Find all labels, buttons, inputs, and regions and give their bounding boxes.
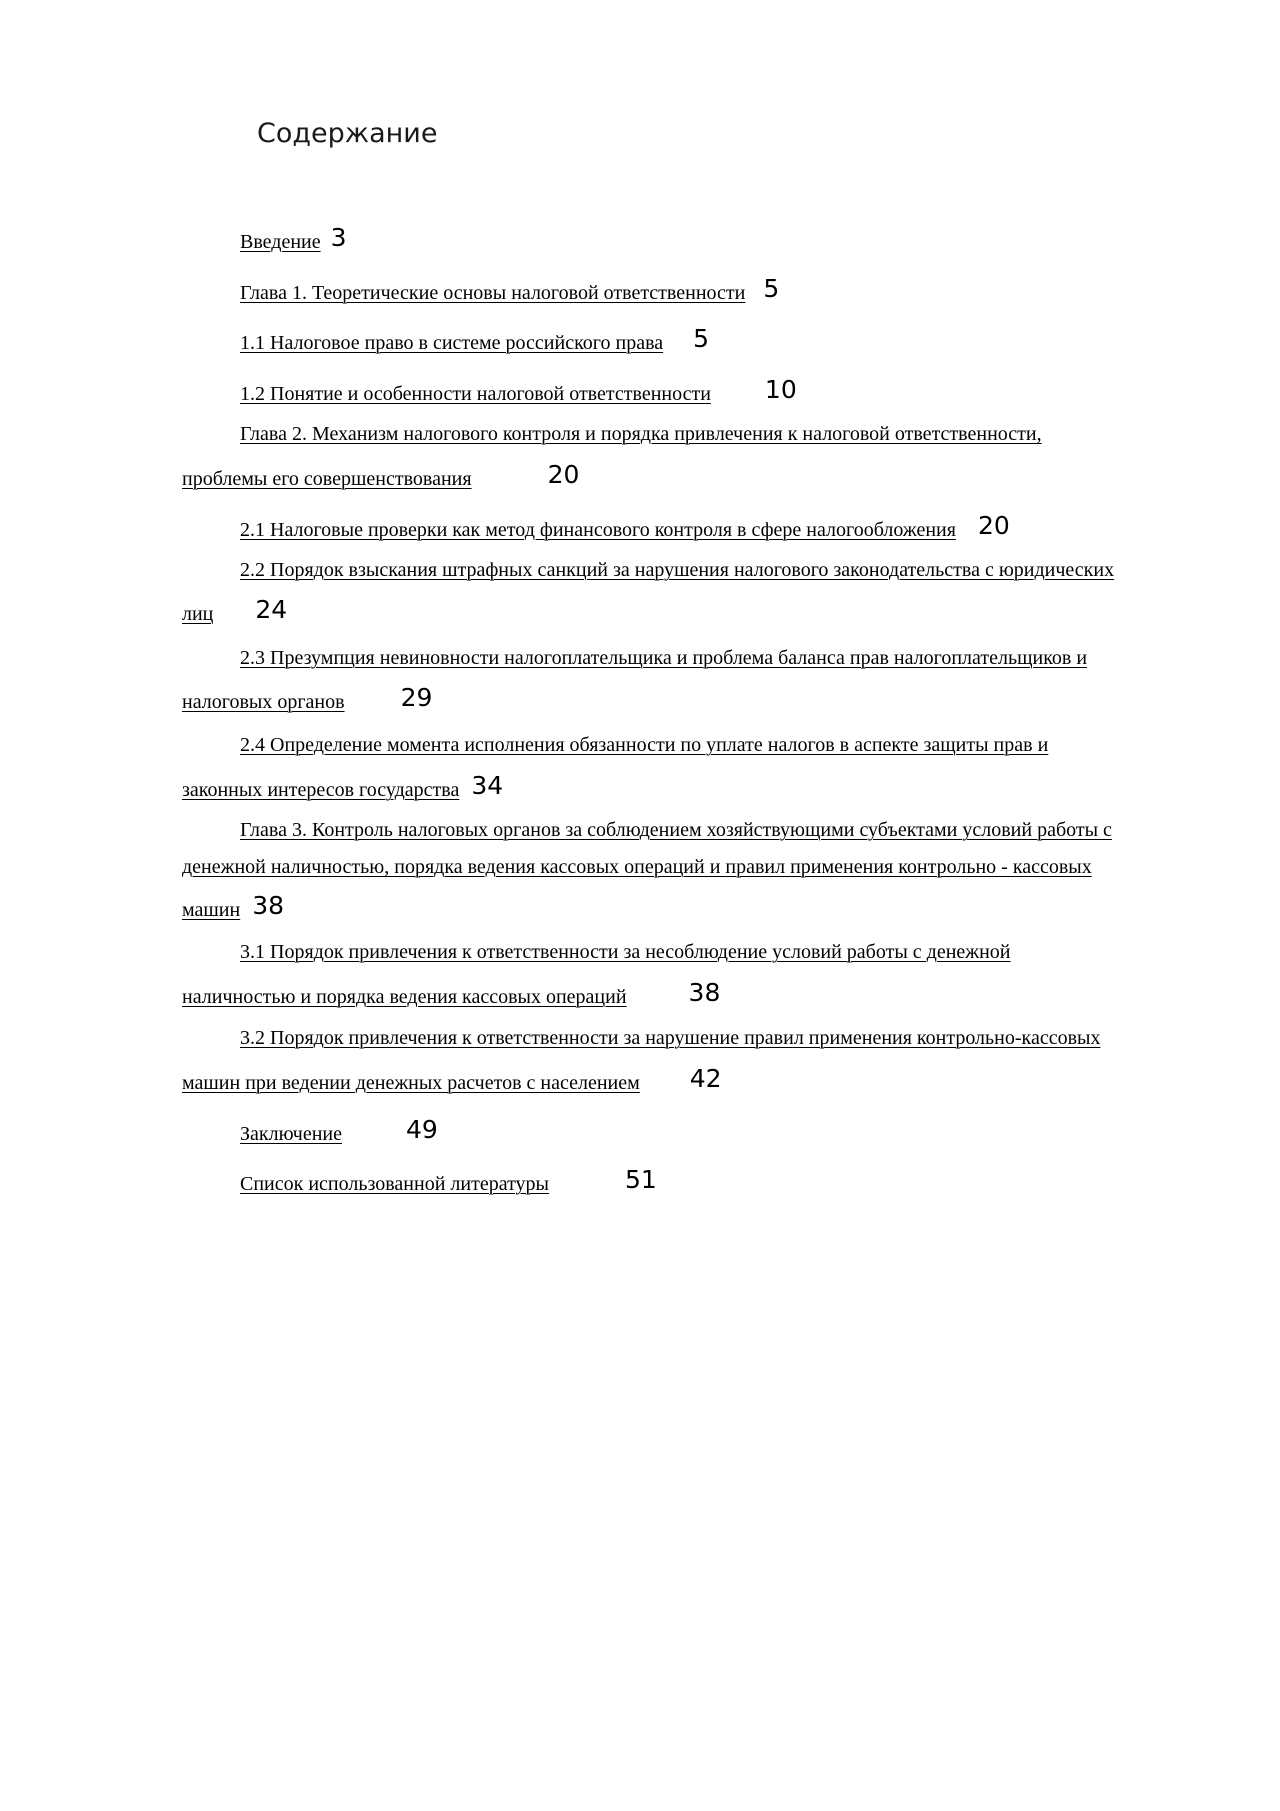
toc-page-number: 20 <box>977 511 1010 540</box>
toc-entry-text: Введение <box>240 231 321 253</box>
toc-page-number: 42 <box>689 1064 722 1093</box>
toc-page-number: 5 <box>693 324 710 353</box>
toc-entry-text: 3.1 Порядок привлечения к ответственности за несоблюдение условий работы с денежной <box>240 941 1011 963</box>
toc-entry-text: денежной наличностью, порядка ведения кассовых операций и правил применения контрольно - кассовых <box>182 856 1092 878</box>
toc-entry-line <box>240 274 780 305</box>
toc-entry-text: законных интересов государства <box>182 779 460 801</box>
toc-entry-line <box>240 646 1087 670</box>
toc-entry-line <box>240 940 1011 964</box>
toc-entry-line <box>240 422 1042 446</box>
toc-entry-line <box>182 978 721 1009</box>
toc-entry-line <box>240 558 1114 582</box>
toc-page-number: 29 <box>400 683 433 712</box>
toc-entry-line <box>182 855 1092 879</box>
toc-page-number: 38 <box>252 891 285 920</box>
toc-entry-line <box>182 595 288 626</box>
toc-entry-text: Глава 1. Теоретические основы налоговой ответственности <box>240 282 746 304</box>
toc-entry-text: машин при ведении денежных расчетов с населением <box>182 1072 640 1094</box>
toc-entry-text: Список использованной литературы <box>240 1173 549 1195</box>
toc-entry-line <box>240 223 347 254</box>
toc-entry-text: Глава 2. Механизм налогового контроля и порядка привлечения к налоговой ответственности, <box>240 423 1042 445</box>
toc-page-number: 5 <box>763 274 780 303</box>
toc-entry-text: Заключение <box>240 1123 342 1145</box>
toc-entry-line <box>240 511 1010 542</box>
toc-entry-text: машин <box>182 899 241 921</box>
toc-entry-line <box>240 733 1048 757</box>
toc-page-number: 24 <box>255 595 288 624</box>
toc-page-number: 20 <box>547 460 580 489</box>
toc-entry-line <box>182 683 433 714</box>
toc-entry-text: проблемы его совершенствования <box>182 468 472 490</box>
toc-entry-line <box>240 818 1112 842</box>
toc-entry-text: 2.3 Презумпция невиновности налогоплательщика и проблема баланса прав налогоплательщиков и <box>240 647 1088 669</box>
toc-entry-line <box>240 324 710 355</box>
toc-page-number: 49 <box>406 1115 438 1144</box>
toc-entry-text: 1.1 Налоговое право в системе российского права <box>240 332 664 354</box>
toc-entry-line <box>182 771 504 802</box>
toc-entry-text: 2.1 Налоговые проверки как метод финансового контроля в сфере налогообложения <box>240 519 956 541</box>
toc-entry-line <box>240 1026 1100 1050</box>
toc-entry-text: 2.4 Определение момента исполнения обязанности по уплате налогов в аспекте защиты прав и <box>240 734 1049 756</box>
toc-entry-text: наличностью и порядка ведения кассовых операций <box>182 986 627 1008</box>
toc-page-number: 51 <box>624 1165 657 1194</box>
toc-entry-text: 3.2 Порядок привлечения к ответственности за нарушение правил применения контрольно-кассовых <box>240 1027 1101 1049</box>
toc-title: Содержание <box>257 118 438 149</box>
toc-entry-line <box>182 891 285 922</box>
toc-entry-text: налоговых органов <box>182 691 345 713</box>
toc-entry-line <box>240 1165 657 1196</box>
toc-entry-line <box>240 1115 438 1146</box>
toc-entry-text: 1.2 Понятие и особенности налоговой ответственности <box>240 383 711 405</box>
toc-entry-text: лиц <box>182 603 214 625</box>
toc-entry-line <box>240 375 797 406</box>
toc-entry-text: 2.2 Порядок взыскания штрафных санкций за нарушения налогового законодательства с юридических <box>240 559 1115 581</box>
toc-page-number: 10 <box>764 375 797 404</box>
toc-page-number: 34 <box>471 771 504 800</box>
toc-page-number: 3 <box>330 223 347 252</box>
toc-entry-line <box>182 460 580 491</box>
toc-page-number: 38 <box>688 978 721 1007</box>
toc-entry-text: Глава 3. Контроль налоговых органов за соблюдением хозяйствующими субъектами условий работы с <box>240 819 1112 841</box>
toc-entry-line <box>182 1064 722 1095</box>
